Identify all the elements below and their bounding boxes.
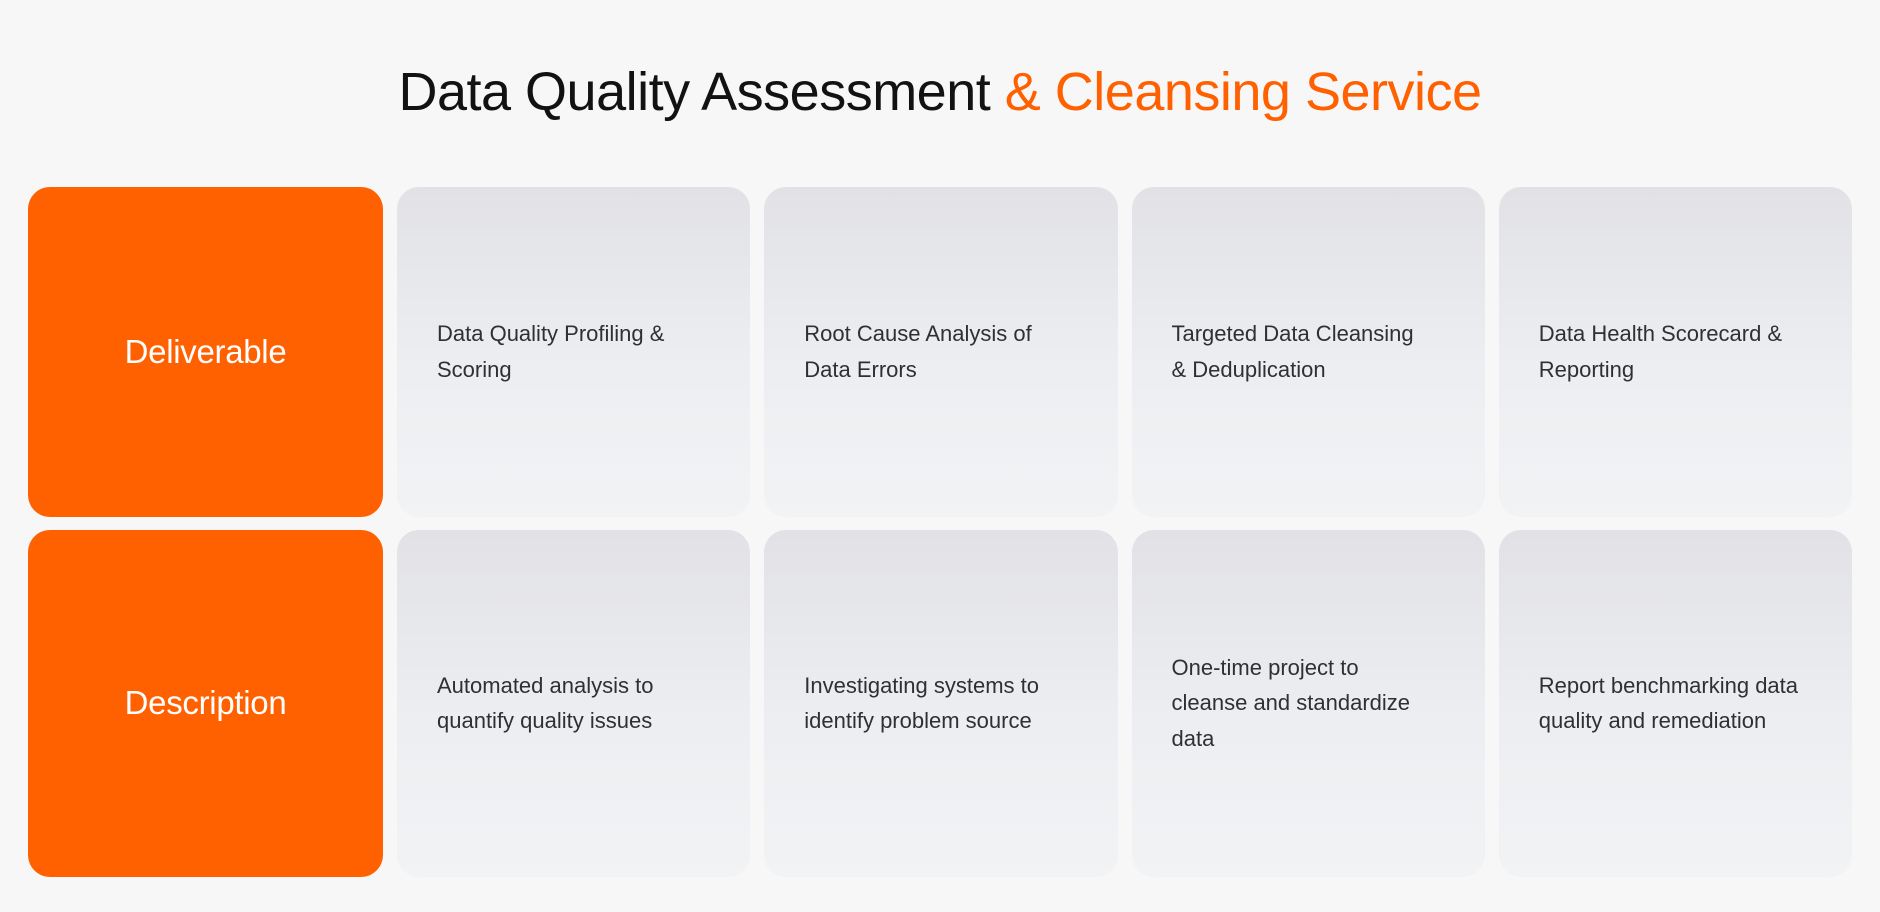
table-row: [28, 530, 1852, 877]
deliverable-cell-3: [1132, 187, 1485, 517]
deliverable-cell-4: [1499, 187, 1852, 517]
cell-text: Root Cause Analysis of Data Errors: [804, 321, 1032, 382]
table-row: [28, 187, 1852, 517]
row-label-text: Description: [124, 684, 287, 722]
comparison-grid: [24, 187, 1856, 877]
row-label-text: Deliverable: [124, 332, 287, 370]
page-title-accent: & Cleansing Service: [1004, 62, 1482, 122]
cell-text: Investigating systems to identify problem source: [804, 672, 1040, 734]
deliverable-cell-1: [397, 187, 750, 517]
description-cell-3: [1132, 530, 1485, 877]
description-cell-2: [764, 530, 1117, 877]
cell-text: Report benchmarking data quality and remediation: [1538, 672, 1799, 734]
page-title-main: Data Quality Assessment: [398, 62, 991, 122]
cell-text: Targeted Data Cleansing & Deduplication: [1171, 321, 1414, 382]
description-cell-1: [397, 530, 750, 877]
deliverable-cell-2: [764, 187, 1117, 517]
cell-text: One-time project to cleanse and standardize data: [1171, 654, 1410, 752]
row-label-description: [28, 530, 383, 877]
description-cell-4: [1499, 530, 1852, 877]
row-label-deliverable: [28, 187, 383, 517]
cell-text: Data Health Scorecard & Reporting: [1538, 321, 1783, 382]
cell-text: Data Quality Profiling & Scoring: [437, 321, 665, 382]
page-title: [24, 0, 1856, 125]
cell-text: Automated analysis to quantify quality issues: [437, 672, 654, 734]
